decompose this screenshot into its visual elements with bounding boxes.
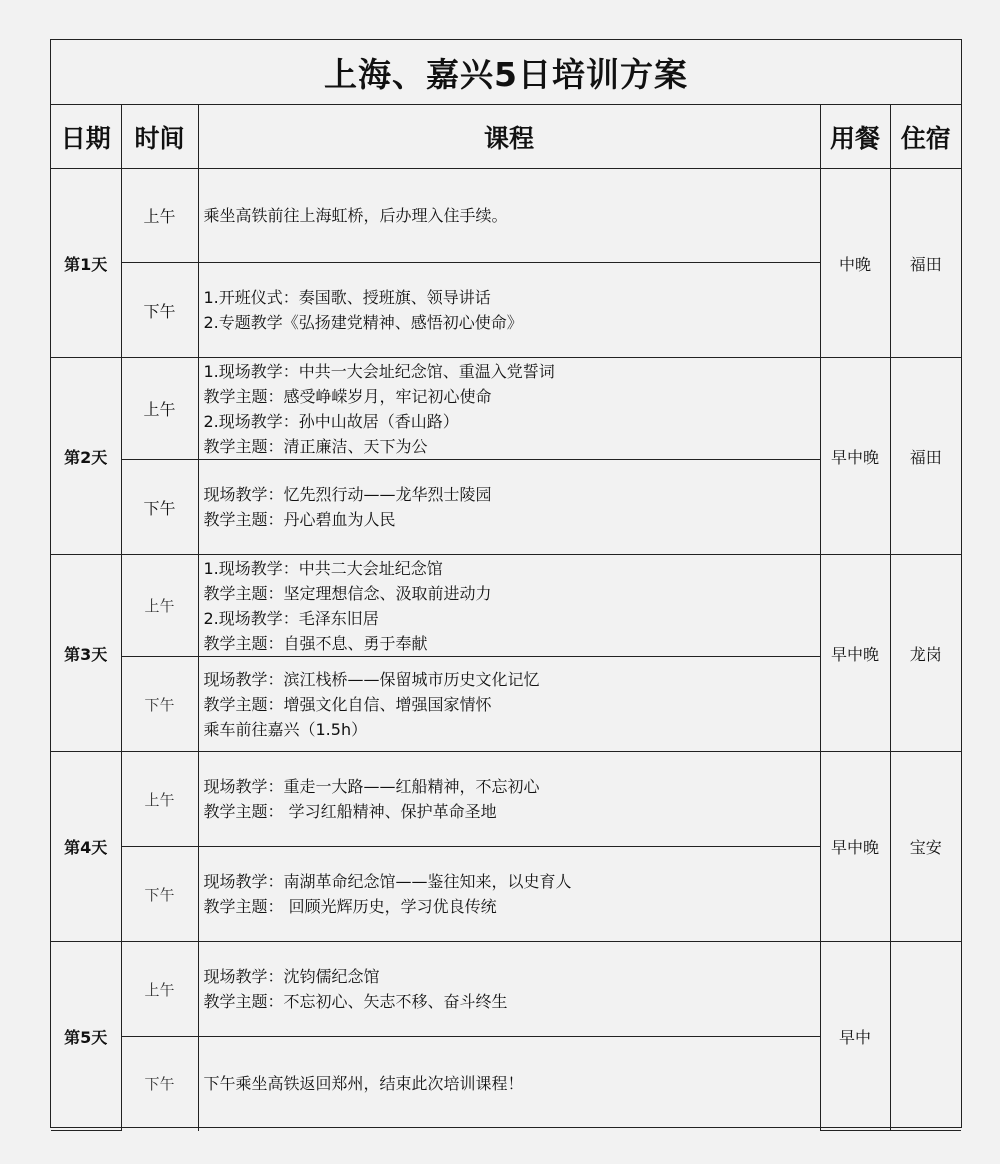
header-meal: 用餐: [820, 105, 890, 169]
table-row: [51, 942, 961, 1037]
course-line: 2.专题教学《弘扬建党精神、感悟初心使命》: [203, 313, 523, 332]
course-line: 下午乘坐高铁返回郑州，结束此次培训课程！: [203, 1074, 524, 1094]
stay-value: 福田: [890, 169, 961, 358]
table-row: [51, 555, 961, 657]
course-line: 教学主题： 学习红船精神、保护革命圣地: [203, 802, 497, 821]
course-line: 教学主题： 回顾光辉历史，学习优良传统: [203, 897, 497, 916]
session-time: 上午: [121, 555, 198, 657]
course-line: 教学主题：不忘初心、矢志不移、奋斗终生: [203, 992, 508, 1011]
course-detail: [198, 460, 820, 555]
schedule-table: [51, 105, 961, 1131]
course-line: 教学主题：感受峥嵘岁月，牢记初心使命: [203, 386, 492, 406]
session-time: 下午: [121, 263, 198, 358]
training-plan-sheet: [50, 39, 962, 1128]
course-detail: [198, 657, 820, 752]
session-time: 下午: [121, 460, 198, 555]
session-time: 上午: [121, 942, 198, 1037]
stay-value: 龙岗: [890, 555, 961, 752]
header-course: 课程: [198, 105, 820, 169]
day-label: 第2天: [51, 358, 121, 555]
course-detail: [198, 942, 820, 1037]
course-line: 现场教学：滨江栈桥——保留城市历史文化记忆: [203, 669, 540, 689]
course-line: 乘车前往嘉兴（1.5h）: [203, 719, 368, 739]
header-row: [51, 105, 961, 169]
session-time: 上午: [121, 169, 198, 263]
meal-value: 早中晚: [820, 752, 890, 942]
course-line: 教学主题：增强文化自信、增强国家情怀: [203, 694, 492, 714]
stay-value: 宝安: [890, 752, 961, 942]
course-line: 教学主题：丹心碧血为人民: [203, 510, 396, 529]
session-time: 下午: [121, 847, 198, 942]
course-detail: [198, 169, 820, 263]
course-detail: [198, 847, 820, 942]
course-detail: [198, 752, 820, 847]
course-line: 现场教学：南湖革命纪念馆——鉴往知来，以史育人: [203, 872, 572, 891]
course-line: 现场教学：重走一大路——红船精神，不忘初心: [203, 777, 540, 796]
course-line: 1.现场教学：中共二大会址纪念馆: [203, 558, 443, 578]
page-title: 上海、嘉兴5日培训方案: [51, 40, 961, 105]
course-line: 乘坐高铁前往上海虹桥，后办理入住手续。: [203, 206, 508, 225]
course-line: 教学主题：坚定理想信念、汲取前进动力: [203, 583, 492, 603]
table-row: [51, 169, 961, 263]
session-time: 上午: [121, 752, 198, 847]
session-time: 下午: [121, 1037, 198, 1131]
meal-value: 早中晚: [820, 358, 890, 555]
header-time: 时间: [121, 105, 198, 169]
meal-value: 早中晚: [820, 555, 890, 752]
course-detail: [198, 263, 820, 358]
course-line: 1.开班仪式：奏国歌、授班旗、领导讲话: [203, 288, 491, 307]
course-line: 教学主题：自强不息、勇于奉献: [203, 633, 428, 653]
table-row: [51, 358, 961, 460]
day-label: 第4天: [51, 752, 121, 942]
course-line: 教学主题：清正廉洁、天下为公: [203, 436, 428, 456]
course-line: 2.现场教学：毛泽东旧居: [203, 608, 379, 628]
day-label: 第3天: [51, 555, 121, 752]
stay-value: 福田: [890, 358, 961, 555]
course-line: 2.现场教学：孙中山故居（香山路）: [203, 411, 459, 431]
header-day: 日期: [51, 105, 121, 169]
course-detail: [198, 1037, 820, 1131]
meal-value: 早中: [820, 942, 890, 1131]
header-stay: 住宿: [890, 105, 961, 169]
course-detail: [198, 555, 820, 657]
meal-value: 中晚: [820, 169, 890, 358]
session-time: 下午: [121, 657, 198, 752]
session-time: 上午: [121, 358, 198, 460]
course-line: 现场教学：沈钧儒纪念馆: [203, 967, 380, 986]
table-row: [51, 752, 961, 847]
day-label: 第5天: [51, 942, 121, 1131]
course-line: 1.现场教学：中共一大会址纪念馆、重温入党誓词: [203, 361, 555, 381]
course-detail: [198, 358, 820, 460]
course-line: 现场教学：忆先烈行动——龙华烈士陵园: [203, 485, 492, 504]
day-label: 第1天: [51, 169, 121, 358]
stay-value: [890, 942, 961, 1131]
